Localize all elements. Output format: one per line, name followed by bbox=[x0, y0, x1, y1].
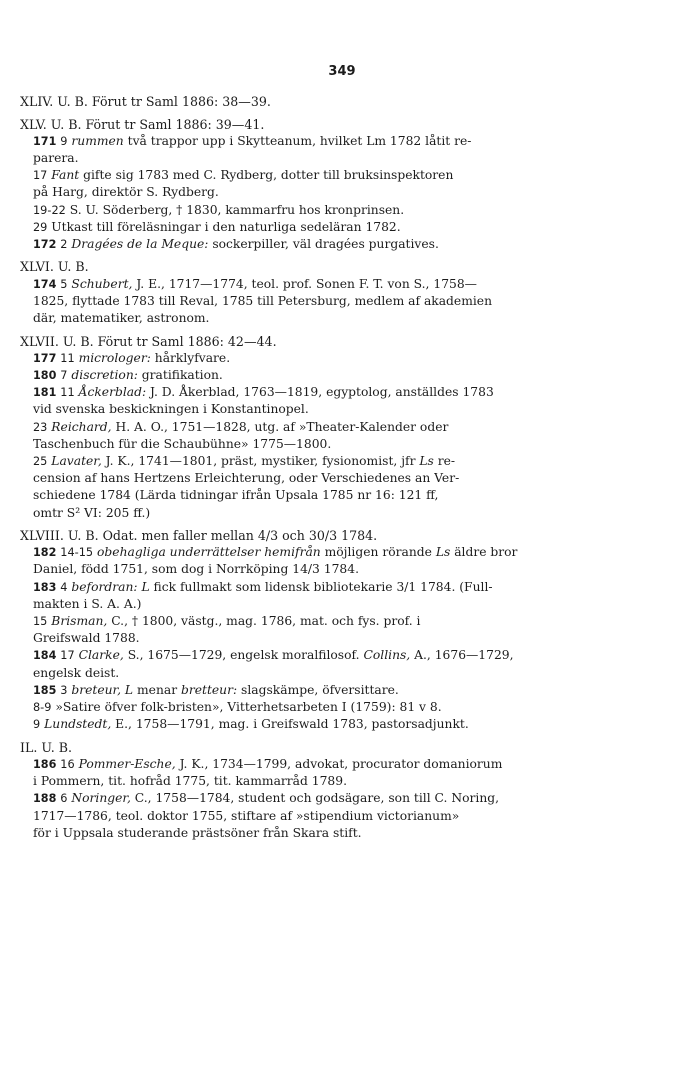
note-text: H. A. O., 1751—1828, utg. af »Theater-Kalender oder bbox=[111, 419, 449, 434]
page-ref: 180 bbox=[33, 368, 57, 382]
note-text: två trappor upp i Skytteanum, hvilket Lm 1782 låtit re- bbox=[123, 133, 472, 148]
note-subentry bbox=[20, 167, 630, 184]
line-ref: 25 bbox=[33, 454, 48, 468]
note-continuation: 1717—1786, teol. doktor 1755, stiftare af »stipendium victorianum» bbox=[33, 808, 460, 823]
note-subentry bbox=[20, 453, 630, 470]
note-entry bbox=[20, 756, 630, 773]
note-text: J. K., 1734—1799, advokat, procurator domaniorum bbox=[175, 757, 503, 771]
letter-heading: XLVI. U. B. bbox=[20, 259, 89, 275]
lemma: Schubert, bbox=[71, 276, 133, 291]
note-continuation: där, matematiker, astronom. bbox=[33, 311, 210, 326]
note-continuation: schiedene 1784 (Lärda tidningar ifrån Upsala 1785 nr 16: 121 ff, bbox=[33, 488, 439, 503]
note-entry bbox=[20, 276, 630, 293]
lemma: L bbox=[141, 579, 150, 594]
line-ref: 5 bbox=[60, 277, 68, 291]
note-entry bbox=[20, 682, 630, 699]
letter-heading: XLVII. U. B. Förut tr Saml 1886: 42—44. bbox=[20, 333, 277, 349]
line-ref: 11 bbox=[60, 351, 75, 365]
letter-heading: IL. U. B. bbox=[20, 739, 73, 755]
note-text: hårklyfvare. bbox=[150, 350, 231, 365]
lemma: breteur, bbox=[71, 682, 121, 697]
line-ref: 19-22 bbox=[33, 203, 66, 217]
lemma: Dragées de la Meque: bbox=[71, 236, 209, 251]
note-text: sockerpiller, väl dragées purgatives. bbox=[208, 236, 439, 251]
letter-heading: XLIV. U. B. Förut tr Saml 1886: 38—39. bbox=[20, 94, 271, 109]
lemma: Brisman, bbox=[51, 614, 108, 629]
note-subentry bbox=[20, 202, 630, 219]
note-text: S. U. Söderberg, † 1830, kammarfru hos kronprinsen. bbox=[65, 202, 405, 217]
page-ref: 172 bbox=[33, 237, 57, 251]
line-ref: 9 bbox=[60, 134, 68, 148]
line-ref: 9 bbox=[33, 718, 41, 732]
note-subentry bbox=[20, 419, 630, 436]
line-ref: 14-15 bbox=[60, 546, 94, 560]
line-ref: 29 bbox=[33, 220, 48, 234]
lemma: Fant bbox=[51, 168, 80, 183]
note-continuation: vid svenska beskickningen i Konstantinopel. bbox=[33, 402, 309, 417]
note-continuation: Daniel, född 1751, som dog i Norrköping 14/3 1784. bbox=[33, 562, 359, 577]
note-continuation: på Harg, direktör S. Rydberg. bbox=[33, 185, 219, 200]
lemma: Åckerblad: bbox=[78, 385, 147, 400]
note-continuation: Greifswald 1788. bbox=[33, 631, 140, 646]
note-continuation: i Pommern, tit. hofråd 1775, tit. kammarråd 1789. bbox=[33, 774, 347, 789]
note-entry bbox=[20, 544, 630, 561]
page-number: 349 bbox=[328, 64, 356, 79]
page-ref: 185 bbox=[33, 683, 57, 697]
lemma: Clarke, bbox=[78, 648, 124, 663]
page-ref: 181 bbox=[33, 386, 57, 400]
note-text: re- bbox=[433, 453, 456, 468]
lemma: discretion: bbox=[71, 367, 138, 382]
note-entry bbox=[20, 790, 630, 807]
line-ref: 11 bbox=[60, 386, 75, 400]
page-ref: 174 bbox=[33, 277, 57, 291]
note-text: C., † 1800, västg., mag. 1786, mat. och fys. prof. i bbox=[107, 614, 421, 629]
note-entry bbox=[20, 367, 630, 384]
page-ref: 188 bbox=[33, 792, 57, 806]
note-text: A., 1676—1729, bbox=[410, 648, 514, 663]
note-continuation: omtr S² VI: 205 ff.) bbox=[33, 505, 151, 520]
note-continuation: parera. bbox=[33, 150, 79, 165]
lemma: rummen bbox=[71, 133, 124, 148]
page-ref: 186 bbox=[33, 758, 57, 771]
lemma: Ls bbox=[435, 545, 451, 560]
note-text: J. D. Åkerblad, 1763—1819, egyptolog, anställdes 1783 bbox=[146, 385, 494, 400]
page-ref: 171 bbox=[33, 134, 57, 148]
note-text: menar bbox=[133, 682, 181, 697]
lemma: L bbox=[124, 682, 134, 697]
page-ref: 183 bbox=[33, 580, 57, 594]
lemma: microloger: bbox=[78, 350, 151, 365]
lemma: Lundstedt, bbox=[44, 717, 112, 732]
lemma: Lavater, bbox=[51, 453, 102, 468]
page-ref: 182 bbox=[33, 546, 57, 560]
line-ref: 16 bbox=[60, 758, 75, 771]
note-text: fick fullmakt som lidensk bibliotekarie 3/1 1784. (Full- bbox=[149, 579, 493, 594]
note-subentry bbox=[20, 613, 630, 630]
note-entry bbox=[20, 579, 630, 596]
line-ref: 23 bbox=[33, 420, 48, 434]
note-text: S., 1675—1729, engelsk moralfilosof. bbox=[123, 648, 364, 663]
note-entry bbox=[20, 384, 630, 401]
lemma: Collins, bbox=[363, 648, 411, 663]
note-entry bbox=[20, 236, 630, 253]
note-continuation: makten i S. A. A.) bbox=[33, 596, 142, 611]
lemma: obehagliga underrättelser hemifrån bbox=[97, 545, 321, 560]
line-ref: 6 bbox=[60, 792, 68, 806]
note-text: »Satire öfver folk-bristen», Vitterhetsarbeten I (1759): 81 v 8. bbox=[51, 700, 442, 715]
note-text: C., 1758—1784, student och godsägare, son till C. Noring, bbox=[130, 791, 500, 806]
note-continuation: 1825, flyttade 1783 till Reval, 1785 till Petersburg, medlem af akademien bbox=[33, 293, 493, 308]
note-continuation: Taschenbuch für die Schaubühne» 1775—1800. bbox=[33, 436, 332, 451]
line-ref: 3 bbox=[60, 683, 68, 697]
note-entry bbox=[20, 133, 630, 150]
note-subentry bbox=[20, 716, 630, 733]
line-ref: 17 bbox=[33, 169, 48, 183]
lemma: Ls bbox=[419, 453, 434, 468]
note-text: E., 1758—1791, mag. i Greifswald 1783, pastorsadjunkt. bbox=[111, 717, 469, 732]
page-ref: 184 bbox=[33, 649, 57, 663]
note-text: J. E., 1717—1774, teol. prof. Sonen F. T. von S., 1758— bbox=[132, 276, 477, 291]
lemma: Noringer, bbox=[71, 791, 131, 806]
note-subentry bbox=[20, 699, 630, 716]
note-subentry bbox=[20, 219, 630, 236]
note-entry bbox=[20, 647, 630, 664]
line-ref: 2 bbox=[60, 237, 68, 251]
page-ref: 177 bbox=[33, 351, 57, 365]
line-ref: 15 bbox=[33, 615, 48, 629]
lemma: Reichard, bbox=[51, 419, 112, 434]
line-ref: 17 bbox=[60, 649, 75, 663]
note-continuation: för i Uppsala studerande prästsöner från Skara stift. bbox=[33, 825, 362, 840]
note-entry bbox=[20, 350, 630, 367]
line-ref: 7 bbox=[60, 368, 68, 382]
note-text: äldre bror bbox=[450, 545, 518, 560]
note-continuation: cension af hans Hertzens Erleichterung, oder Verschiedenes an Ver- bbox=[33, 471, 460, 486]
note-text: J. K., 1741—1801, präst, mystiker, fysionomist, jfr bbox=[101, 453, 420, 468]
line-ref: 4 bbox=[60, 580, 68, 594]
letter-heading: XLVIII. U. B. Odat. men faller mellan 4/3 och 30/3 1784. bbox=[20, 528, 378, 544]
note-text: möjligen rörande bbox=[320, 545, 436, 560]
note-text: gifte sig 1783 med C. Rydberg, dotter till bruksinspektoren bbox=[79, 168, 454, 183]
lemma: Pommer-Esche, bbox=[78, 757, 176, 771]
lemma: befordran: bbox=[71, 579, 138, 594]
letter-heading: XLV. U. B. Förut tr Saml 1886: 39—41. bbox=[20, 116, 265, 132]
note-continuation: engelsk deist. bbox=[33, 665, 120, 680]
note-text: gratifikation. bbox=[137, 367, 223, 382]
lemma: bretteur: bbox=[180, 682, 238, 697]
note-text: slagskämpe, öfversittare. bbox=[237, 682, 399, 697]
note-text: Utkast till föreläsningar i den naturliga sedeläran 1782. bbox=[47, 219, 401, 234]
line-ref: 8-9 bbox=[33, 701, 52, 715]
commentary-text bbox=[20, 93, 630, 842]
